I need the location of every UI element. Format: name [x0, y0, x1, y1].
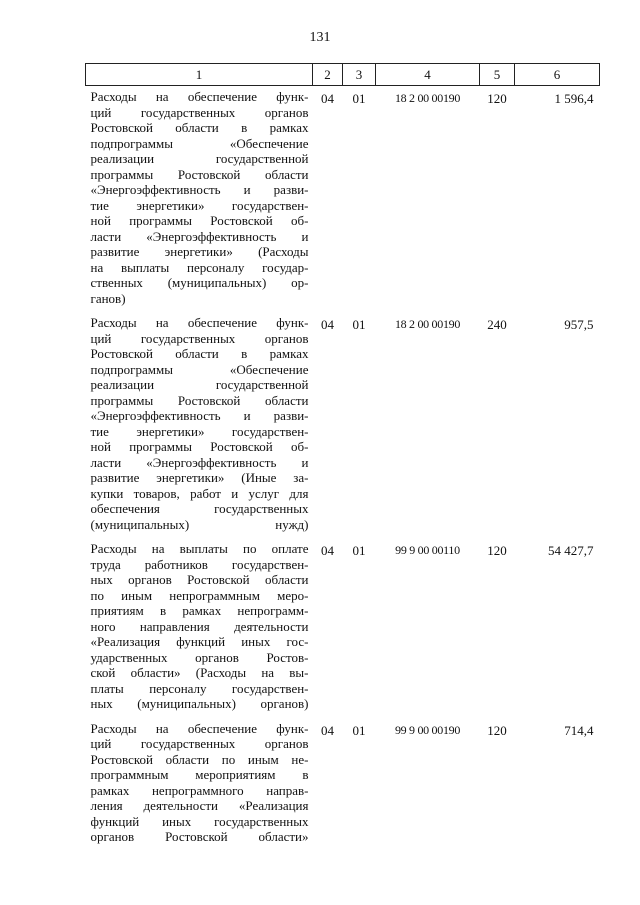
row-description-cell — [86, 312, 313, 538]
row-description: Расходы на обеспечение функ- ций государственных органов Ростовской области по иным не- программным мероприятиям в рамках непрограммного направ- ления деятельности «Реализация функций иных государственных органов Ростовской области» — [90, 720, 309, 844]
target-article-code: 18 2 00 00190 — [394, 91, 461, 105]
target-article-code: 99 9 00 00110 — [395, 543, 460, 557]
target-article-code: 99 9 00 00190 — [394, 722, 461, 737]
page-number: 131 — [309, 30, 331, 45]
table-row — [86, 718, 600, 851]
subsection-code: 01 — [352, 722, 366, 738]
table-row — [86, 86, 600, 313]
row-description-cell — [86, 538, 313, 718]
amount: 957,5 — [564, 317, 594, 332]
row-description-cell — [86, 86, 313, 313]
header-col-1: 1 — [86, 64, 313, 86]
table-row — [86, 312, 600, 538]
subsection-code: 01 — [352, 543, 366, 558]
row-description: Расходы на обеспечение функ- ций государственных органов Ростовской области в рамках подпрограммы «Обеспечение реализации государственной программы Ростовской области «Энергоэффективность и разви- тие энергетики» государствен- ной программы Ростовской об- ласти «Энергоэффективность и развитие энергетики» (Иные за- купки товаров, работ и услуг для обеспечения государственных (муниципальных) нужд) — [90, 315, 309, 532]
target-article-code: 18 2 00 00190 — [394, 317, 461, 331]
row-description-cell — [86, 718, 313, 851]
expense-type-code: 120 — [487, 722, 507, 738]
table-row — [86, 538, 600, 718]
header-col-6: 6 — [515, 64, 600, 86]
expense-type-code: 120 — [487, 91, 507, 106]
row-description: Расходы на обеспечение функ- ций государственных органов Ростовской области в рамках подпрограммы «Обеспечение реализации государственной программы Ростовской области «Энергоэффективность и разви- тие энергетики» государствен- ной программы Ростовской об- ласти «Энергоэффективность и развитие энергетики» (Расходы на выплаты персоналу государ- ственных (муниципальных) ор- ганов) — [90, 89, 309, 306]
amount: 1 596,4 — [554, 91, 594, 106]
header-col-3: 3 — [343, 64, 376, 86]
section-code: 04 — [321, 91, 334, 106]
header-col-2: 2 — [313, 64, 343, 86]
header-col-4: 4 — [376, 64, 480, 86]
amount: 54 427,7 — [548, 543, 594, 558]
section-code: 04 — [321, 722, 334, 738]
row-description: Расходы на выплаты по оплате труда работников государствен- ных органов Ростовской области по иным непрограммным меро- приятиям в рамках непрограмм- ного направления деятельности «Реализация функций иных гос- ударственных органов Ростов- ской области» (Расходы на вы- платы персоналу государствен- ных (муниципальных) органов) — [90, 541, 309, 711]
subsection-code: 01 — [352, 91, 366, 106]
amount: 714,4 — [564, 722, 594, 738]
section-code: 04 — [321, 543, 334, 558]
header-col-5: 5 — [480, 64, 515, 86]
subsection-code: 01 — [352, 317, 366, 332]
budget-table — [85, 63, 600, 851]
header-row — [86, 64, 600, 86]
expense-type-code: 240 — [487, 317, 507, 332]
section-code: 04 — [321, 317, 334, 332]
expense-type-code: 120 — [487, 543, 507, 558]
